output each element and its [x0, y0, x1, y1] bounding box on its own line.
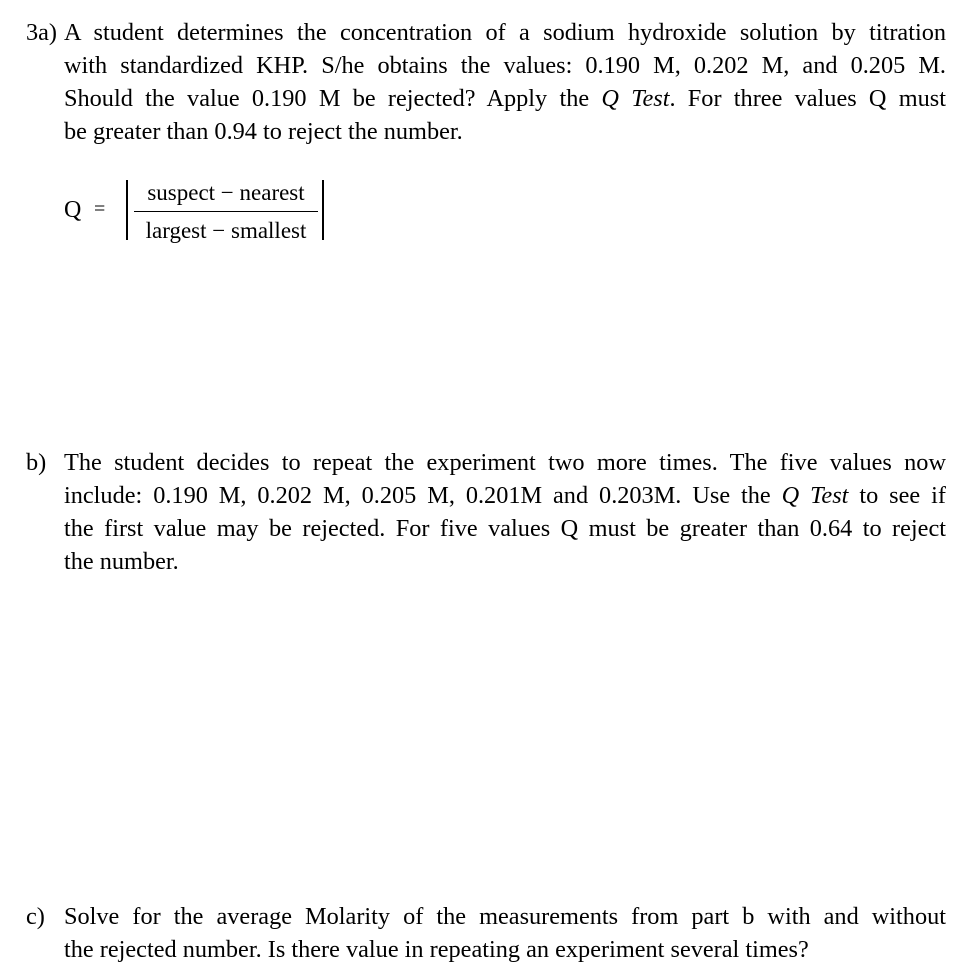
question-b-line-2 [64, 479, 946, 512]
formula-equals: = [94, 198, 106, 220]
question-c-line-2: the rejected number. Is there value in repeating an experiment several times? [64, 936, 809, 963]
q-test-term: Q Test [601, 85, 670, 112]
question-b-line-1: The student decides to repeat the experiment two more times. The five values now [64, 449, 946, 476]
formula-fraction [126, 178, 324, 244]
formula-lhs: Q [64, 197, 82, 223]
question-b-line-2-end: to see if [848, 482, 946, 509]
question-b-line-4: the number. [64, 548, 179, 575]
question-b-text [64, 446, 946, 578]
absolute-value-bar-left [126, 180, 128, 240]
q-test-term-b: Q Test [781, 482, 849, 509]
question-b-line-2-start: include: 0.190 M, 0.202 M, 0.205 M, 0.201M and 0.203M. Use the [64, 482, 782, 509]
question-3a-line-2: with standardized KHP. S/he obtains the values: 0.190 M, 0.202 M, and 0.205 M. [64, 52, 946, 79]
question-3a-line-3 [64, 82, 946, 115]
question-b [26, 446, 946, 578]
question-c-line-1: Solve for the average Molarity of the measurements from part b with and without [64, 903, 946, 930]
formula-numerator: suspect − nearest [147, 180, 305, 205]
question-b-label: b) [26, 449, 47, 476]
question-3a-line-3-end: . For three values Q must [669, 85, 946, 112]
question-3a-text [64, 16, 946, 148]
question-3a [26, 16, 946, 148]
question-3a-line-1: A student determines the concentration of a sodium hydroxide solution by titration [64, 19, 946, 46]
absolute-value-bar-right [322, 180, 324, 240]
formula-denominator: largest − smallest [145, 218, 307, 243]
question-b-line-3: the first value may be rejected. For five values Q must be greater than 0.64 to reject [64, 515, 946, 542]
question-c-label: c) [26, 903, 45, 930]
question-3a-label: 3a) [26, 19, 58, 46]
question-3a-line-3-start: Should the value 0.190 M be rejected? Apply the [64, 85, 602, 112]
fraction-rule [134, 211, 318, 212]
question-c-text [64, 900, 946, 966]
question-c [26, 900, 946, 966]
question-3a-line-4: be greater than 0.94 to reject the number. [64, 118, 463, 145]
